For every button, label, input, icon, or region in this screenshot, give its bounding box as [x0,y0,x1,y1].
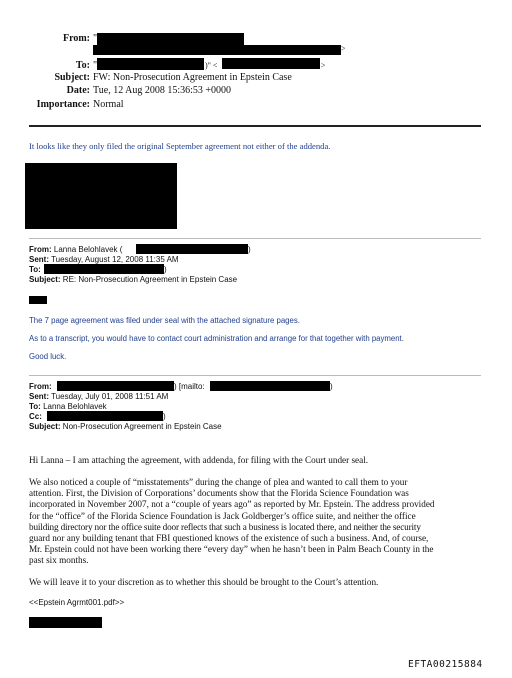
reply2-from-label: From: [29,382,52,391]
reply1-from-end: ) [248,245,251,254]
redaction-block [93,45,341,55]
header-subject-row [0,72,512,86]
reply1-sent-value: Tuesday, August 12, 2008 11:35 AM [51,255,179,264]
reply2-divider [29,375,481,376]
redaction-block [25,163,177,229]
reply2-sent-value: Tuesday, July 01, 2008 11:51 AM [51,392,169,401]
header-date-value: Tue, 12 Aug 2008 15:36:53 +0000 [93,85,232,96]
redaction-block [222,58,320,69]
body-line: We also noticed a couple of “misstatements” during the change of plea and wanted to call them to your [29,477,408,487]
reply2-mailto: ) [mailto: [174,382,205,391]
redaction-block [47,411,163,421]
reply1-subject-value: RE: Non-Prosecution Agreement in Epstein Case [62,275,238,284]
header-date-label: Date: [66,85,90,96]
reply2-subject-label: Subject: [29,422,61,431]
header-from-label: From: [62,33,90,44]
document-id: EFTA00215884 [408,659,483,670]
body-line: guard nor any building tenant that FBI questioned knows of the existence of such a business. And, of course, [29,533,429,544]
body-paragraph: We will leave it to your discretion as to whether this should be brought to the Court’s attention. [29,577,379,587]
redaction-block [29,296,47,304]
reply1-divider [29,238,481,239]
header-importance-value: Normal [93,99,124,110]
reply1-from-label: From: [29,245,52,254]
intro-text: It looks like they only filed the original September agreement not either of the addenda. [29,141,331,151]
reply2-to-label: To: [29,402,41,411]
reply1-body-line: The 7 page agreement was filed under seal with the attached signature pages. [29,316,300,325]
reply1-to-row [29,265,41,275]
reply1-to-label: To: [29,265,41,274]
header-importance-label: Importance: [36,99,90,110]
body-line: attention. First, the Division of Corporations’ documents show that the Florida Science Foundation was [29,488,409,499]
reply1-from-row [29,245,122,255]
reply2-cc-row [29,412,42,422]
body-line: Mr. Epstein could not have been working there “every day” when he hasn’t been in Palm Beach County in the [29,544,434,555]
reply2-mailto-end: ) [330,382,333,391]
reply2-subject-value: Non-Prosecution Agreement in Epstein Case [62,422,222,431]
reply1-from-value: Lanna Belohlavek ( [53,245,123,254]
redaction-block [210,381,330,391]
reply1-subject-label: Subject: [29,275,61,284]
redaction-block [57,381,174,391]
redaction-block [29,617,102,628]
reply1-to-end: ) [164,265,167,274]
reply2-subject-row [29,422,222,432]
header-from-value: " [93,33,98,44]
redaction-block [97,58,204,70]
body-line: incorporated in November 2007, not a “couple of years ago” as reported by Mr. Epstein. The address provided [29,499,435,510]
header-to-label: To: [75,60,90,71]
reply2-sent-label: Sent: [29,392,49,401]
reply1-subject-row [29,275,237,285]
header-to-mid: )" < [205,61,218,70]
reply2-cc-end: ) [163,412,166,421]
reply2-cc-label: Cc: [29,412,42,421]
header-divider [29,125,481,127]
header-subject-value: FW: Non-Prosecution Agreement in Epstein Case [93,72,292,83]
reply2-from-row [29,382,52,392]
body-line: for the “office” of the Florida Science Foundation is Jack Goldberger’s office suite, and neither the office [29,510,416,521]
header-to-value: " [93,60,98,71]
header-to-end: > [321,61,326,70]
header-date-row [0,85,512,99]
redaction-block [44,264,164,274]
body-line: building directory nor the office suite door reflects that such a business is located there, and neither the security [29,521,421,532]
attachment-link[interactable]: <<Epstein Agrmt001.pdf>> [29,598,125,607]
header-from-end: > [341,44,346,53]
body-line: past six months. [29,555,89,566]
header-importance-row [0,99,512,113]
header-subject-label: Subject: [54,72,90,83]
reply1-body-line: As to a transcript, you would have to contact court administration and arrange for that together with payment. [29,334,404,343]
reply2-to-value: Lanna Belohlavek [43,402,107,411]
reply2-sent-row [29,392,168,402]
redaction-block [97,33,244,45]
reply1-body-line: Good luck. [29,352,67,361]
body-paragraph [29,477,489,567]
reply1-sent-label: Sent: [29,255,49,264]
body-paragraph: Hi Lanna – I am attaching the agreement, with addenda, for filing with the Court under seal. [29,455,369,465]
redaction-block [136,244,248,254]
